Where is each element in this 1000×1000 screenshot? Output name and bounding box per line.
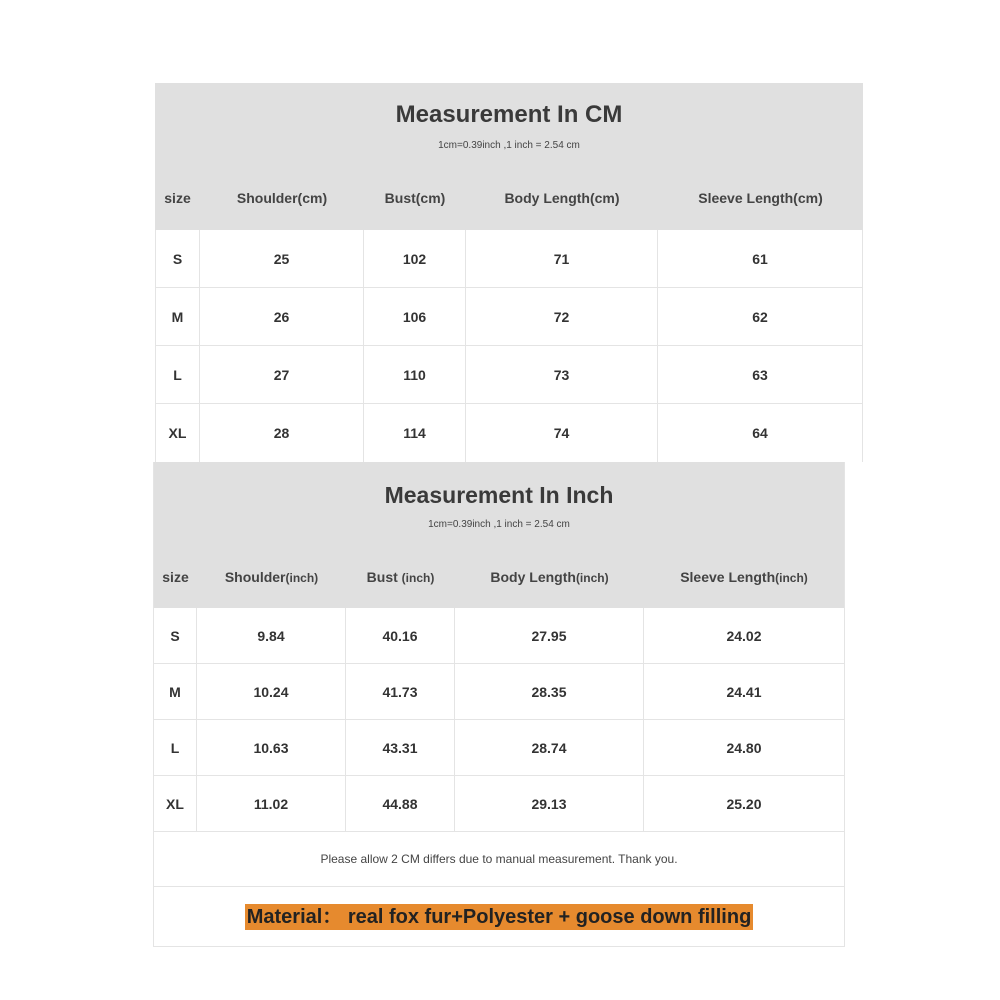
inch-column-headers <box>154 569 844 585</box>
column-header: Body Length(cm) <box>504 190 620 206</box>
measurement-cell: 24.02 <box>726 627 762 644</box>
measurement-cell: 64 <box>658 404 863 462</box>
measurement-cell: 11.02 <box>197 776 346 831</box>
size-cell: S <box>154 608 197 663</box>
measurement-cell: 28.35 <box>455 664 644 719</box>
inch-table-subtitle: 1cm=0.39inch ,1 inch = 2.54 cm <box>428 519 570 530</box>
measurement-cell: 24.41 <box>726 683 762 700</box>
column-header: size <box>162 569 189 585</box>
measurement-cell: 28.74 <box>455 720 644 775</box>
measurement-cell: 63 <box>658 346 863 403</box>
inch-table-title: Measurement In Inch <box>384 482 614 508</box>
column-header: Sleeve Length(cm) <box>698 190 823 206</box>
column-header: Bust (inch) <box>366 569 435 585</box>
size-cell: M <box>155 288 200 345</box>
table-row <box>155 230 863 288</box>
cm-column-headers <box>155 190 863 206</box>
column-header: Sleeve Length(inch) <box>680 569 808 585</box>
measurement-cell: 27 <box>200 346 364 403</box>
measurement-cell: 114 <box>364 404 466 462</box>
size-cell: L <box>155 346 200 403</box>
column-header: size <box>164 190 191 206</box>
measurement-cell: 29.13 <box>455 776 644 831</box>
size-cell: XL <box>154 776 197 831</box>
measurement-cell: 28 <box>200 404 364 462</box>
measurement-cell: 10.63 <box>197 720 346 775</box>
cm-measurement-table <box>155 83 863 462</box>
size-cell: M <box>154 664 197 719</box>
column-header: Body Length(inch) <box>490 569 609 585</box>
measurement-cell: 10.24 <box>197 664 346 719</box>
table-row <box>155 288 863 346</box>
measurement-cell: 41.73 <box>346 664 455 719</box>
column-header: Shoulder(cm) <box>236 190 328 206</box>
inch-table-header <box>154 462 844 608</box>
size-cell: S <box>155 230 200 287</box>
measurement-cell: 102 <box>364 230 466 287</box>
measurement-cell: 73 <box>466 346 658 403</box>
cm-table-title: Measurement In CM <box>395 101 623 128</box>
measurement-cell: 72 <box>466 288 658 345</box>
measurement-cell: 62 <box>658 288 863 345</box>
table-row <box>154 608 844 664</box>
size-cell: XL <box>155 404 200 462</box>
material-label: Material： real fox fur+Polyester + goose down filling <box>246 905 752 928</box>
measurement-cell: 25.20 <box>726 795 762 812</box>
cm-table-header <box>155 83 863 230</box>
measurement-note: Please allow 2 CM differs due to manual measurement. Thank you. <box>154 832 844 887</box>
table-row <box>155 346 863 404</box>
column-header: Bust(cm) <box>384 190 446 206</box>
column-header: Shoulder(inch) <box>224 569 319 585</box>
measurement-cell: 24.80 <box>726 739 762 756</box>
inch-measurement-table <box>153 462 845 947</box>
measurement-cell: 61 <box>658 230 863 287</box>
measurement-cell: 9.84 <box>197 608 346 663</box>
measurement-cell: 40.16 <box>346 608 455 663</box>
table-row <box>155 404 863 462</box>
measurement-cell: 106 <box>364 288 466 345</box>
measurement-cell: 26 <box>200 288 364 345</box>
table-row <box>154 776 844 832</box>
measurement-cell: 43.31 <box>346 720 455 775</box>
measurement-cell: 27.95 <box>455 608 644 663</box>
table-row <box>154 720 844 776</box>
inch-table-body <box>154 608 844 832</box>
size-cell: L <box>154 720 197 775</box>
material-row <box>154 887 844 946</box>
cm-table-subtitle: 1cm=0.39inch ,1 inch = 2.54 cm <box>438 140 580 151</box>
cm-table-body <box>155 230 863 462</box>
measurement-cell: 44.88 <box>346 776 455 831</box>
measurement-cell: 71 <box>466 230 658 287</box>
measurement-cell: 110 <box>364 346 466 403</box>
measurement-cell: 74 <box>466 404 658 462</box>
measurement-cell: 25 <box>200 230 364 287</box>
table-row <box>154 664 844 720</box>
